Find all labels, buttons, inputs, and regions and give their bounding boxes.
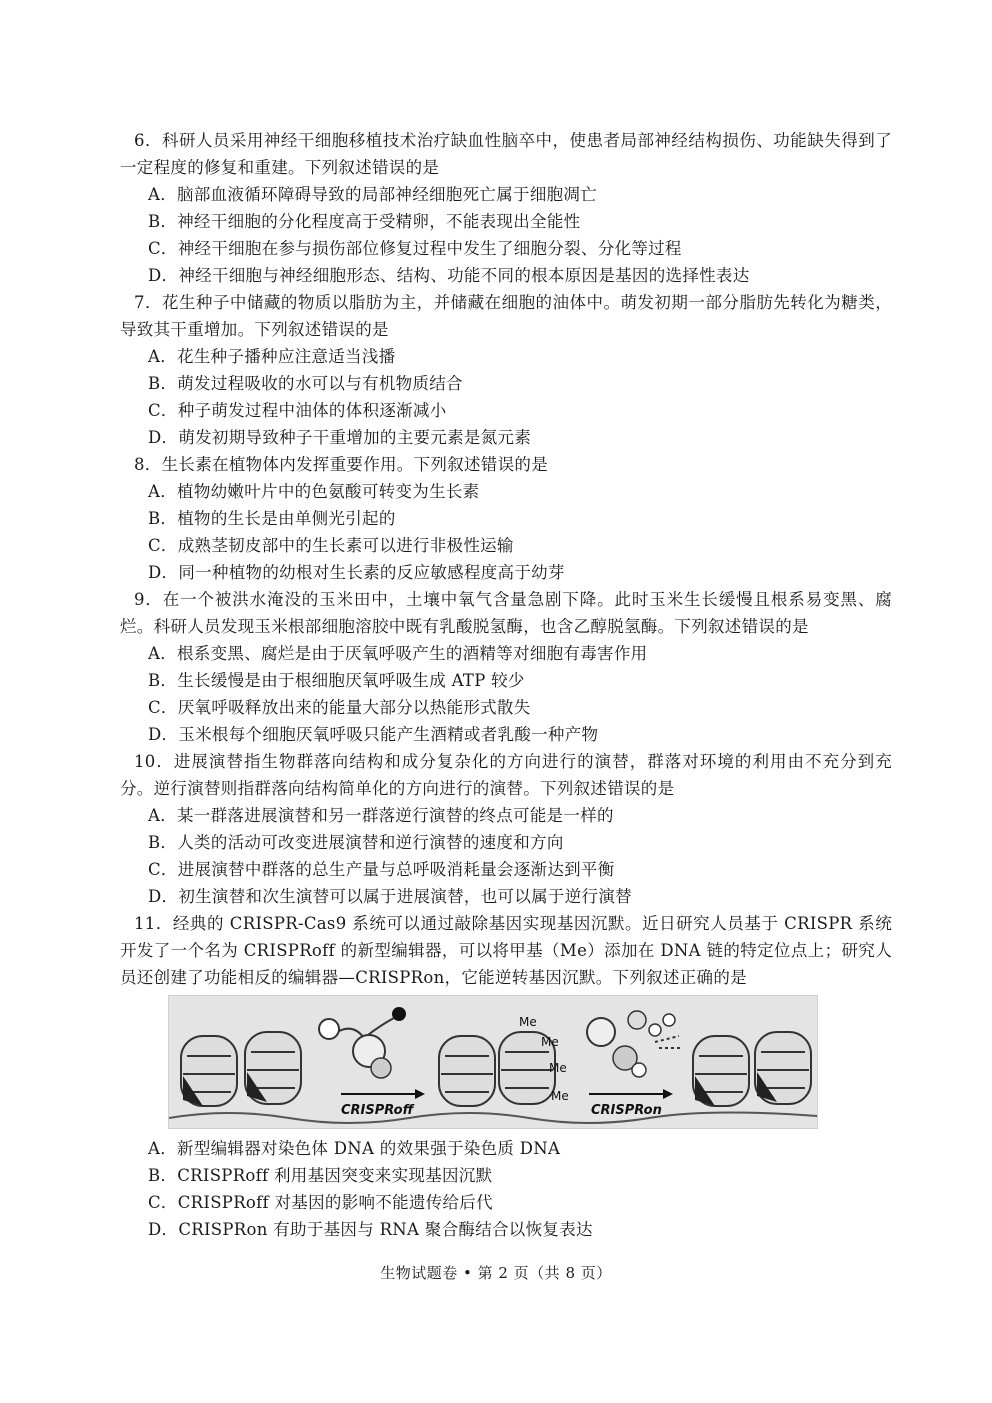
nucleosome-pair-middle (439, 1032, 555, 1106)
option-d: D．玉米根每个细胞厌氧呼吸只能产生酒精或者乳酸一种产物 (148, 725, 599, 744)
page-footer: 生物试题卷 • 第 2 页（共 8 页） (380, 1264, 612, 1282)
option-a: A．脑部血液循环障碍导致的局部神经细胞死亡属于细胞凋亡 (148, 185, 598, 204)
option-c: C．厌氧呼吸释放出来的能量大部分以热能形式散失 (148, 698, 531, 717)
label-crisproff: CRISPRoff (341, 1103, 414, 1118)
question-10 (120, 748, 892, 910)
option-a: A．新型编辑器对染色体 DNA 的效果强于染色质 DNA (148, 1139, 561, 1158)
option-b: B．人类的活动可改变进展演替和逆行演替的速度和方向 (148, 833, 564, 852)
option-d: D．萌发初期导致种子干重增加的主要元素是氮元素 (148, 428, 532, 447)
crispr-diagram (169, 996, 817, 1128)
arrow-off-head (415, 1089, 425, 1099)
option-a: A．根系变黑、腐烂是由于厌氧呼吸产生的酒精等对细胞有毒害作用 (148, 644, 648, 663)
option-c: C．种子萌发过程中油体的体积逐渐减小 (148, 401, 447, 420)
nucleosome-pair-right (693, 1032, 811, 1106)
option-c: C．CRISPRoff 对基因的影响不能遗传给后代 (148, 1193, 493, 1212)
arrow-on-head (663, 1089, 673, 1099)
option-a: A．某一群落进展演替和另一群落逆行演替的终点可能是一样的 (148, 806, 614, 825)
option-c: C．神经干细胞在参与损伤部位修复过程中发生了细胞分裂、分化等过程 (148, 239, 682, 258)
option-d: D．同一种植物的幼根对生长素的反应敏感程度高于幼芽 (148, 563, 565, 582)
nucleosome-pair-left (181, 1032, 301, 1106)
question-9 (120, 586, 892, 748)
me-label: Me (551, 1089, 569, 1103)
me-label: Me (549, 1061, 567, 1075)
question-8 (120, 451, 892, 586)
question-stem: 9．在一个被洪水淹没的玉米田中，土壤中氧气含量急剧下降。此时玉米生长缓慢且根系易变黑、腐烂。科研人员发现玉米根部细胞溶胶中既有乳酸脱氢酶，也含乙醇脱氢酶。下列叙述错误的是 (120, 590, 892, 636)
crispr-figure (168, 995, 818, 1129)
question-list (120, 127, 892, 1243)
option-d: D．初生演替和次生演替可以属于进展演替，也可以属于逆行演替 (148, 887, 632, 906)
option-a: A．植物幼嫩叶片中的色氨酸可转变为生长素 (148, 482, 480, 501)
question-stem: 6．科研人员采用神经干细胞移植技术治疗缺血性脑卒中，使患者局部神经结构损伤、功能缺失得到了一定程度的修复和重建。下列叙述错误的是 (120, 131, 892, 177)
option-b: B．CRISPRoff 利用基因突变来实现基因沉默 (148, 1166, 493, 1185)
question-7 (120, 289, 892, 451)
question-stem: 7．花生种子中储藏的物质以脂肪为主，并储藏在细胞的油体中。萌发初期一部分脂肪先转化为糖类，导致其干重增加。下列叙述错误的是 (120, 293, 892, 339)
crispr-on-complex (587, 1011, 683, 1077)
crispr-off-complex (319, 1007, 406, 1078)
label-crispron: CRISPRon (591, 1103, 662, 1118)
option-a: A．花生种子播种应注意适当浅播 (148, 347, 396, 366)
dna-strand (169, 1112, 817, 1123)
me-label: Me (541, 1035, 559, 1049)
option-c: C．进展演替中群落的总生产量与总呼吸消耗量会逐渐达到平衡 (148, 860, 615, 879)
question-6 (120, 127, 892, 289)
option-b: B．生长缓慢是由于根细胞厌氧呼吸生成 ATP 较少 (148, 671, 525, 690)
option-d: D．CRISPRon 有助于基因与 RNA 聚合酶结合以恢复表达 (148, 1220, 593, 1239)
question-11 (120, 910, 892, 1243)
option-b: B．神经干细胞的分化程度高于受精卵，不能表现出全能性 (148, 212, 581, 231)
me-label: Me (519, 1015, 537, 1029)
question-stem: 10．进展演替指生物群落向结构和成分复杂化的方向进行的演替，群落对环境的利用由不充分到充分。逆行演替则指群落向结构简单化的方向进行的演替。下列叙述错误的是 (120, 752, 892, 798)
option-d: D．神经干细胞与神经细胞形态、结构、功能不同的根本原因是基因的选择性表达 (148, 266, 750, 285)
option-b: B．植物的生长是由单侧光引起的 (148, 509, 396, 528)
question-stem: 11．经典的 CRISPR-Cas9 系统可以通过敲除基因实现基因沉默。近日研究人员基于 CRISPR 系统开发了一个名为 CRISPRoff 的新型编辑器，可以将甲基（Me）添加在 DNA 链的特定位点上；研究人员还创建了功能相反的编辑器—CRISPRon，它能逆转基因沉默。下列叙述正确的是 (120, 914, 892, 987)
question-stem: 8．生长素在植物体内发挥重要作用。下列叙述错误的是 (134, 455, 548, 474)
option-c: C．成熟茎韧皮部中的生长素可以进行非极性运输 (148, 536, 514, 555)
option-b: B．萌发过程吸收的水可以与有机物质结合 (148, 374, 463, 393)
